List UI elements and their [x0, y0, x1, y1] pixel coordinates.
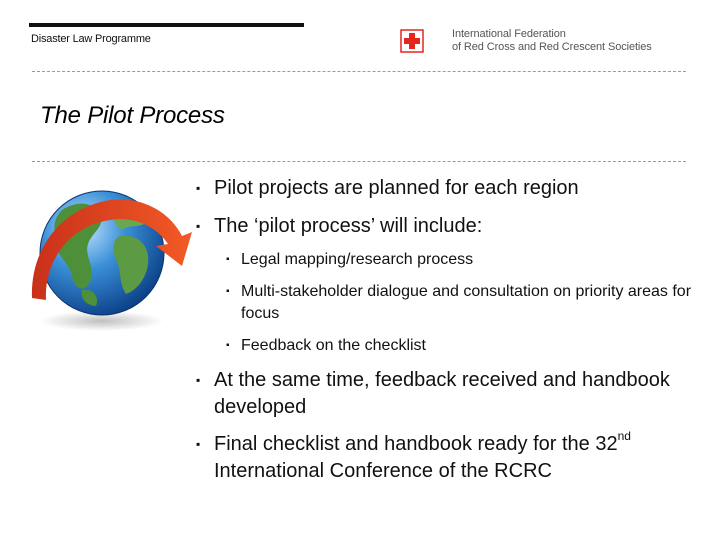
ifrc-logo [400, 28, 652, 54]
sub-bullet-item [196, 249, 720, 271]
globe-icon [22, 178, 201, 338]
bullet-marker-icon: ▪ [196, 437, 201, 451]
logo-text-line2: of Red Cross and Red Crescent Societies [452, 41, 652, 53]
ordinal-suffix: nd [617, 429, 631, 444]
bullet-text: At the same time, feedback received and handbook developed [214, 369, 670, 418]
header-rule [29, 23, 304, 27]
sub-bullet-item [196, 335, 720, 357]
program-name: Disaster Law Programme [31, 33, 151, 45]
bullet-marker-icon: ▪ [226, 340, 230, 351]
sub-bullet-text: Multi-stakeholder dialogue and consultation on priority areas for focus [241, 283, 692, 322]
bullet-marker-icon: ▪ [196, 181, 201, 195]
bullet-item [196, 175, 720, 202]
bullet-list [196, 175, 720, 485]
sub-bullet-text: Feedback on the checklist [241, 337, 426, 354]
slide-title: The Pilot Process [40, 102, 225, 129]
bullet-item [196, 431, 720, 485]
logo-text-line1: International Federation [452, 28, 566, 40]
bullet-text: Pilot projects are planned for each region [214, 177, 579, 199]
bullet-item [196, 213, 720, 240]
bullet-marker-icon: ▪ [196, 373, 201, 387]
header-divider [32, 71, 686, 72]
bullet-text-continued: International Conference of the RCRC [214, 460, 552, 482]
bullet-item [196, 367, 720, 421]
bullet-marker-icon: ▪ [196, 219, 201, 233]
bullet-marker-icon: ▪ [226, 286, 230, 297]
red-cross-crescent-icon [400, 28, 445, 54]
sub-bullet-item [196, 281, 720, 325]
sub-bullet-text: Legal mapping/research process [241, 251, 474, 268]
bullet-text: The ‘pilot process’ will include: [214, 215, 483, 237]
title-divider [32, 161, 686, 162]
bullet-text: Final checklist and handbook ready for the 32 [214, 433, 618, 455]
bullet-marker-icon: ▪ [226, 254, 230, 265]
